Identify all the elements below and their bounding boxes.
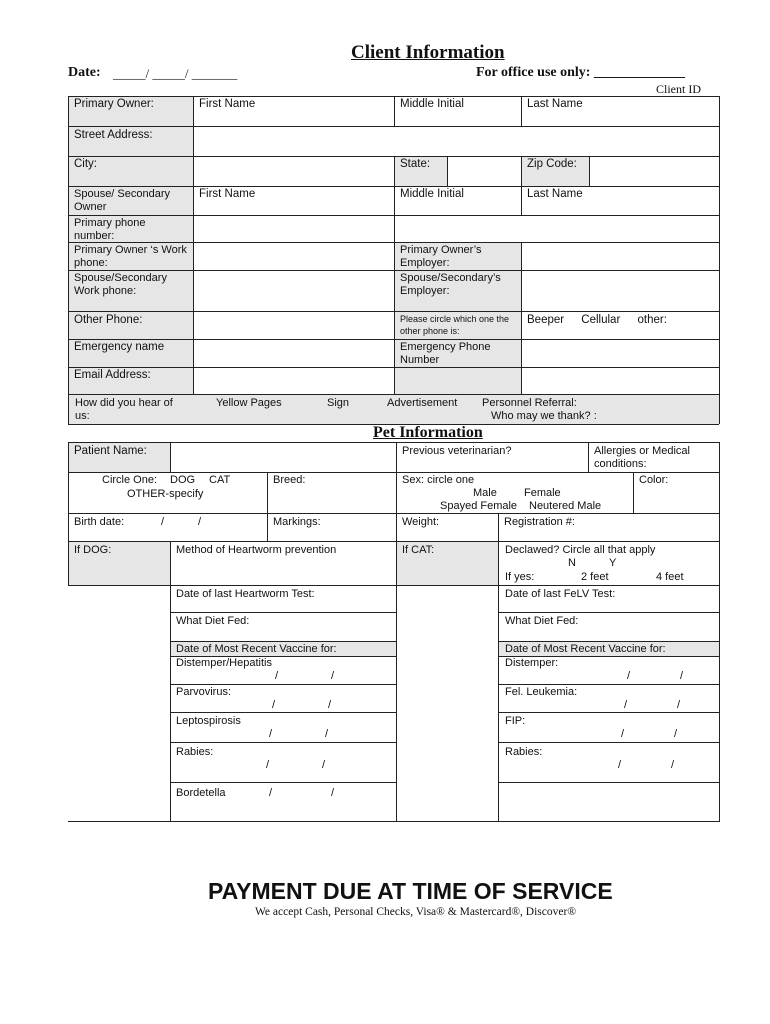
date-slash: / [674,728,678,740]
female-option[interactable]: Female [524,487,561,499]
grid-line [170,442,171,473]
sign-option[interactable]: Sign [327,397,350,409]
birth-date-slash: / [161,516,165,528]
emergency-name-field[interactable] [193,339,394,367]
city-label: City: [68,156,193,186]
grid-line [498,742,719,743]
other-phone-field[interactable] [193,311,394,339]
how-hear-label: How did you hear of us: [75,397,173,422]
emergency-phone-label: Emergency Phone Number [394,339,521,367]
primary-work-phone-field[interactable] [193,242,394,270]
grid-line [498,684,719,685]
vaccine-cat-header: Date of Most Recent Vaccine for: [505,643,666,655]
date-slash: / [671,759,675,771]
zip-label: Zip Code: [521,156,589,186]
state-label: State: [394,156,447,186]
page-title: Client Information [351,42,505,63]
spouse-work-phone-field[interactable] [193,270,394,311]
prev-vet-field[interactable]: Previous veterinarian? [402,445,512,457]
grid-line [68,96,69,424]
emergency-phone-field[interactable] [521,339,719,367]
grid-line [396,541,397,822]
declawed-no-option[interactable]: N [568,557,576,569]
date-field[interactable]: _____/ _____/ _______ [113,66,238,81]
bordetella-label: Bordetella [176,787,226,799]
registration-field[interactable]: Registration #: [504,516,575,528]
primary-employer-field[interactable] [521,242,719,270]
yellow-pages-option[interactable]: Yellow Pages [216,397,282,409]
grid-line [170,742,396,743]
grid-line [521,156,522,216]
grid-line [498,712,719,713]
leukemia-label: Fel. Leukemia: [505,686,578,698]
referral-option[interactable]: Personnel Referral: [482,397,577,409]
grid-line [498,513,499,822]
patient-name-field[interactable] [170,442,396,472]
neutered-option[interactable]: Neutered Male [529,500,602,512]
vaccine-header: Date of Most Recent Vaccine for: [176,643,337,655]
grid-line [498,641,719,642]
patient-name-label: Patient Name: [68,442,170,472]
date-slash: / [331,670,335,682]
grid-line [394,156,395,394]
birth-date-slash: / [198,516,202,528]
grid-line [633,472,634,513]
date-slash: / [627,670,631,682]
grid-line [498,656,719,657]
grid-line [170,712,396,713]
markings-field[interactable]: Markings: [273,516,321,528]
grid-line [68,472,719,473]
heartworm-test-label: Date of last Heartworm Test: [176,588,315,600]
grid-line [447,156,448,186]
spouse-middle-initial-field[interactable]: Middle Initial [400,188,464,200]
advertisement-option[interactable]: Advertisement [387,397,458,409]
spouse-last-name-field[interactable]: Last Name [527,188,583,200]
declawed-yes-option[interactable]: Y [609,557,617,569]
emergency-name-label: Emergency name [68,339,193,367]
date-slash: / [677,699,681,711]
date-slash: / [618,759,622,771]
spouse-first-name-field[interactable]: First Name [199,188,256,200]
date-slash: / [266,759,270,771]
breed-field[interactable]: Breed: [273,474,306,486]
spayed-option[interactable]: Spayed Female [440,500,518,512]
date-slash: / [269,728,273,740]
date-slash: / [272,699,276,711]
grid-line [68,394,719,395]
grid-line [68,821,719,822]
email-label: Email Address: [68,367,193,394]
grid-line [68,442,69,585]
birth-date-field[interactable]: Birth date: [74,516,125,528]
grid-line [170,612,396,613]
payment-notice: PAYMENT DUE AT TIME OF SERVICE [208,878,613,904]
male-option[interactable]: Male [473,487,497,499]
primary-phone-label: Primary phone number: [68,215,193,242]
date-slash: / [322,759,326,771]
circle-one-label: Circle One: [102,474,158,486]
declawed-label: Declawed? Circle all that apply [505,544,656,556]
weight-field[interactable]: Weight: [402,516,440,528]
grid-line [68,442,719,443]
circle-note-label: Please circle which one the other phone is: [394,311,521,339]
phone-type-options[interactable] [521,311,719,339]
primary-phone-field[interactable] [193,215,719,242]
grid-line [68,513,719,514]
allergies-field[interactable]: Allergies or Medical conditions: [594,445,690,470]
date-label: Date: [68,65,101,80]
email-shade-cell [394,367,521,394]
diet-label: What Diet Fed: [176,615,250,627]
cellular-option[interactable]: Cellular [581,314,621,326]
grid-line [498,612,719,613]
last-name-field[interactable]: Last Name [527,98,583,110]
grid-line [521,242,522,394]
other-specify-option[interactable]: OTHER-specify [127,488,204,500]
date-slash: / [325,728,329,740]
state-field[interactable] [447,156,521,186]
spouse-work-phone-label: Spouse/Secondary Work phone: [68,270,193,311]
if-yes-label: If yes: [505,571,535,583]
street-address-field[interactable] [193,126,719,156]
other-phone-label: Other Phone: [68,311,193,339]
grid-line [193,96,194,394]
spouse-employer-field[interactable] [521,270,719,311]
date-slash: / [328,699,332,711]
city-field[interactable] [193,156,394,186]
grid-line [68,585,719,586]
pet-info-title: Pet Information [373,424,483,441]
email-field-extra[interactable] [521,367,719,394]
middle-initial-field[interactable]: Middle Initial [400,98,464,110]
date-slash: / [331,787,335,799]
if-dog-label: If DOG: [68,541,170,585]
four-feet-option[interactable]: 4 feet [656,571,684,583]
if-cat-label: If CAT: [396,541,498,585]
primary-owner-label: Primary Owner: [68,96,193,126]
grid-line [521,96,522,126]
dog-option[interactable]: DOG [170,474,196,486]
grid-line [719,442,720,822]
beeper-option[interactable]: Beeper [527,314,565,326]
grid-line [719,96,720,424]
primary-employer-label: Primary Owner’s Employer: [394,242,521,270]
grid-line [589,156,590,186]
primary-work-phone-label: Primary Owner ‘s Work phone: [68,242,193,270]
date-slash: / [624,699,628,711]
grid-line [170,656,396,657]
heartworm-method-field[interactable]: Method of Heartworm prevention [176,544,337,556]
grid-line [170,641,396,642]
grid-line [68,541,719,542]
grid-line [68,126,719,127]
fip-label: FIP: [505,715,526,727]
grid-line [170,782,396,783]
street-address-label: Street Address: [68,126,193,156]
felv-test-label: Date of last FeLV Test: [505,588,616,600]
grid-line [170,541,171,822]
client-id-label: Client ID [656,82,701,96]
grid-line [396,442,397,541]
two-feet-option[interactable]: 2 feet [581,571,609,583]
cat-option[interactable]: CAT [209,474,231,486]
thank-label: Who may we thank? : [491,410,597,422]
diet-cat-label: What Diet Fed: [505,615,579,627]
first-name-field[interactable]: First Name [199,98,256,110]
date-slash: / [275,670,279,682]
spouse-label: Spouse/ Secondary Owner [68,186,193,215]
grid-line [498,782,719,783]
payment-methods: We accept Cash, Personal Checks, Visa® & Mastercard®, Discover® [255,906,577,918]
grid-line [394,96,395,126]
grid-line [588,442,589,472]
color-field[interactable]: Color: [639,474,669,486]
date-slash: / [269,787,273,799]
sex-label: Sex: circle one [402,474,475,486]
email-field[interactable] [193,367,394,394]
rabies-cat-label: Rabies: [505,746,543,758]
zip-field[interactable] [589,156,719,186]
parvo-label: Parvovirus: [176,686,232,698]
date-slash: / [680,670,684,682]
distemper-label: Distemper: [505,657,559,669]
grid-line [267,472,268,541]
spouse-employer-label: Spouse/Secondary’s Employer: [394,270,521,311]
date-slash: / [621,728,625,740]
lepto-label: Leptospirosis [176,715,241,727]
office-use-label: For office use only: _____________ [476,65,685,80]
grid-line [170,684,396,685]
rabies-label: Rabies: [176,746,214,758]
other-option[interactable]: other: [637,314,667,326]
distemper-hep-label: Distemper/Hepatitis [176,657,272,669]
